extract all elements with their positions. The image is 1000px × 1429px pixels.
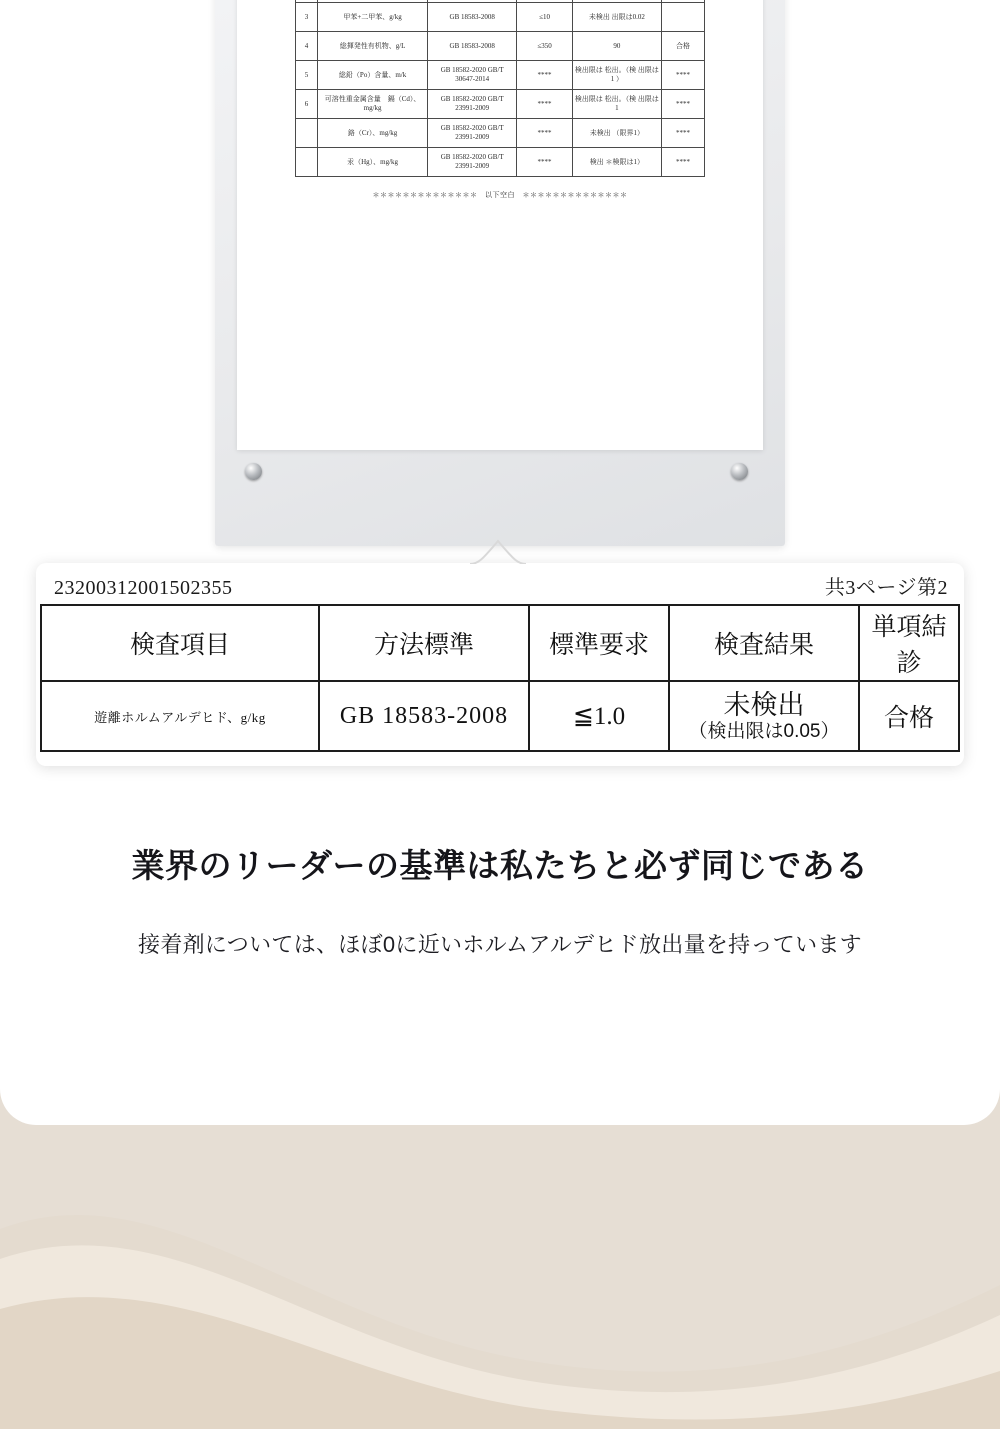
header-item: 検査項目 [41,605,319,681]
cell-result: 検出限は 松出。（検 出限は1 ） [572,61,661,90]
cell-index: 5 [296,61,318,90]
frame-screw-left-icon [245,463,262,480]
header-standard: 方法標準 [319,605,529,681]
table-row [296,61,705,90]
cell-item: 汞（Hg）、mg/kg [318,148,428,177]
cell-index: 3 [296,3,318,32]
cell-requirement: **** [517,61,573,90]
header-result: 検査結果 [669,605,859,681]
cell-verdict: **** [661,119,704,148]
cell-standard: GB 18582-2020 GB/T 30647-2014 [428,61,517,90]
table-row [296,119,705,148]
cell-index: 4 [296,32,318,61]
certificate-photo [215,0,785,548]
background-wave-decoration [0,1109,1000,1429]
cell-standard: GB 18582-2020 GB/T 23991-2009 [428,148,517,177]
report-number: 23200312001502355 [54,577,233,599]
cell-index: 6 [296,90,318,119]
cell-result: 90 [572,32,661,61]
cell-result: 検出限は 松出。（検 出限は1 [572,90,661,119]
certificate-mini-table [295,0,705,177]
cell-standard: GB 18583-2008 [428,32,517,61]
cell-standard: GB 18583-2008 [428,3,517,32]
table-row [41,681,959,751]
inspection-result-table [40,604,960,752]
frame-screw-right-icon [731,463,748,480]
table-row [296,32,705,61]
cell-verdict: 合格 [859,681,959,751]
table-row [296,3,705,32]
cell-result: 未検出 （限界1） [572,119,661,148]
cell-verdict: 合格 [661,32,704,61]
cell-index [296,119,318,148]
cell-item: 遊離ホルムアルデヒド、g/kg [41,681,319,751]
zoom-panel-header [36,563,964,604]
cell-requirement: ≦1.0 [529,681,669,751]
certificate-footer-note: ＊＊＊＊＊＊＊＊＊＊＊＊＊＊ 以下空白 ＊＊＊＊＊＊＊＊＊＊＊＊＊＊ [372,191,628,199]
cell-result: 検出 ＊検限は1） [572,148,661,177]
cell-result: 未検出 出限は0.02 [572,3,661,32]
cell-requirement: **** [517,148,573,177]
result-detection-limit: （検出限は0.05） [688,720,840,742]
header-requirement: 標準要求 [529,605,669,681]
header-verdict: 単項結診 [859,605,959,681]
certificate-paper [237,0,763,450]
cell-item: 甲苯+二甲苯、g/kg [318,3,428,32]
table-row [296,148,705,177]
cell-index [296,148,318,177]
cell-verdict: **** [661,148,704,177]
cell-result [669,681,859,751]
cell-item: 総鉛（Po）含量、m/k [318,61,428,90]
cell-requirement: ≤350 [517,32,573,61]
result-main-value: 未検出 [723,689,805,720]
page-label: 共3ページ第2 [824,577,948,599]
cell-item: 可溶性重金属含量 鎘（Cd）、mg/kg [318,90,428,119]
cell-requirement: **** [517,119,573,148]
zoom-callout-pointer-icon [468,538,528,564]
cell-item: 総揮発性有机物、g/L [318,32,428,61]
cell-requirement: ≤10 [517,3,573,32]
table-row [296,90,705,119]
cell-standard: GB 18582-2020 GB/T 23991-2009 [428,90,517,119]
cell-verdict: **** [661,90,704,119]
table-header-row [41,605,959,681]
promo-headline: 業界のリーダーの基準は私たちと必ず同じである [131,847,869,884]
cell-standard: GB 18583-2008 [319,681,529,751]
zoom-detail-panel [36,563,964,766]
cell-requirement: **** [517,90,573,119]
cell-standard: GB 18582-2020 GB/T 23991-2009 [428,119,517,148]
cell-verdict: **** [661,61,704,90]
cell-verdict [661,3,704,32]
cell-item: 鉻（Cr）、mg/kg [318,119,428,148]
promo-subline: 接着剤については、ほぼ0に近いホルムアルデヒド放出量を持っています [138,932,862,957]
